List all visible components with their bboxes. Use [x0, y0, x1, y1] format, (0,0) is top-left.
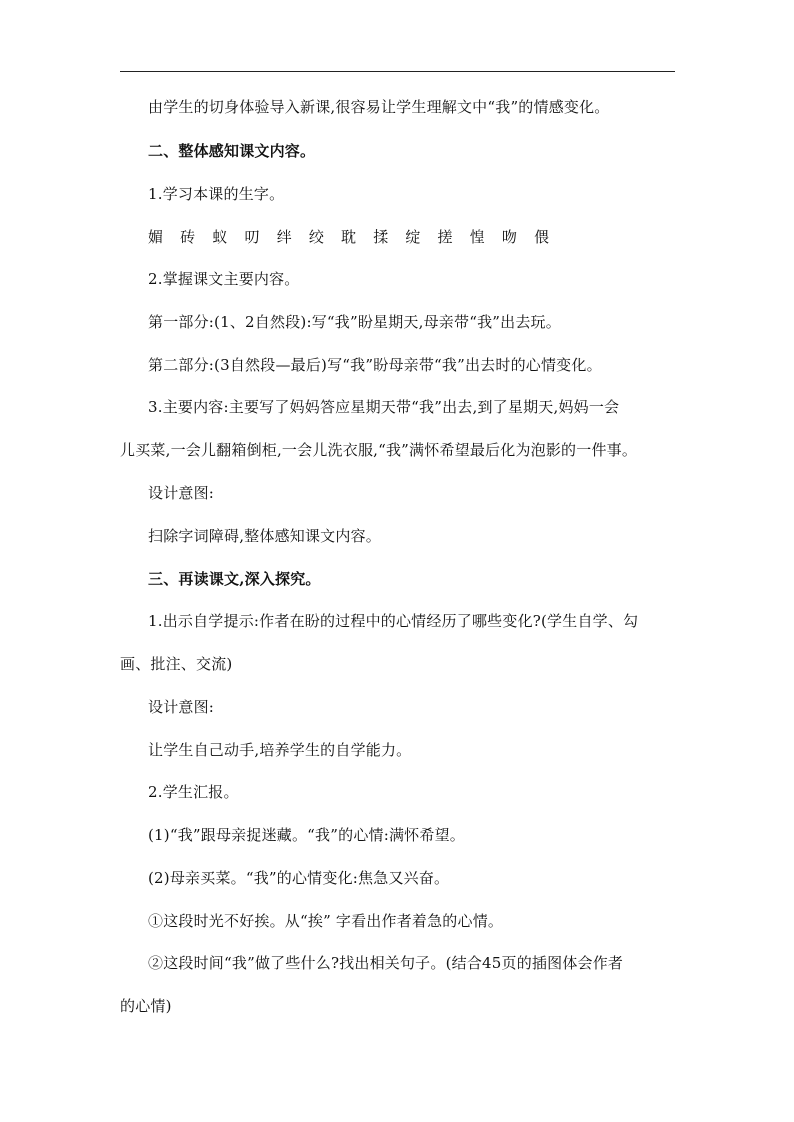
character: 叨	[244, 228, 260, 246]
step-1-line-1: 1.出示自学提示:作者在盼的过程中的心情经历了哪些变化?(学生自学、勾	[148, 612, 639, 630]
character: 绊	[276, 228, 292, 246]
new-characters-list	[120, 227, 708, 247]
circled-point-2-line-1: ②这段时间“我”做了些什么?找出相关句子。(结合45页的插图体会作者	[148, 954, 624, 972]
step-1-line-2: 画、批注、交流)	[120, 655, 233, 673]
header-rule	[120, 71, 675, 72]
section-heading-2: 二、整体感知课文内容。	[148, 142, 316, 160]
character: 媚	[148, 228, 164, 246]
character: 惶	[469, 228, 485, 246]
character: 揉	[373, 228, 389, 246]
design-intent-text-1: 扫除字词障碍,整体感知课文内容。	[148, 527, 381, 545]
paragraph-intro: 由学生的切身体验导入新课,很容易让学生理解文中“我”的情感变化。	[148, 98, 610, 116]
character: 偎	[534, 228, 550, 246]
report-2: (2)母亲买菜。“我”的心情变化:焦急又兴奋。	[148, 869, 450, 887]
character: 耽	[341, 228, 357, 246]
character: 绞	[308, 228, 325, 246]
item-3-line-1: 3.主要内容:主要写了妈妈答应星期天带“我”出去,到了星期天,妈妈一会	[148, 398, 620, 416]
item-1: 1.学习本课的生字。	[148, 185, 285, 203]
step-2: 2.学生汇报。	[148, 783, 239, 801]
character: 吻	[501, 228, 518, 246]
character: 砖	[180, 228, 196, 246]
item-3-line-2: 儿买菜,一会儿翻箱倒柜,一会儿洗衣服,“我”满怀希望最后化为泡影的一件事。	[120, 441, 638, 459]
character: 绽	[405, 228, 421, 246]
section-heading-3: 三、再读课文,深入探究。	[148, 570, 321, 588]
character: 蚁	[212, 228, 228, 246]
report-1: (1)“我”跟母亲捉迷藏。“我”的心情:满怀希望。	[148, 826, 465, 844]
circled-point-1: ①这段时光不好挨。从“挨” 字看出作者着急的心情。	[148, 912, 504, 930]
design-intent-label-1: 设计意图:	[148, 484, 215, 502]
part-1: 第一部分:(1、2自然段):写“我”盼星期天,母亲带“我”出去玩。	[148, 313, 561, 331]
design-intent-label-2: 设计意图:	[148, 698, 215, 716]
item-2: 2.掌握课文主要内容。	[148, 270, 300, 288]
character: 搓	[437, 228, 453, 246]
part-2: 第二部分:(3自然段—最后)写“我”盼母亲带“我”出去时的心情变化。	[148, 356, 602, 374]
design-intent-text-2: 让学生自己动手,培养学生的自学能力。	[148, 741, 412, 759]
circled-point-2-line-2: 的心情)	[120, 997, 172, 1015]
